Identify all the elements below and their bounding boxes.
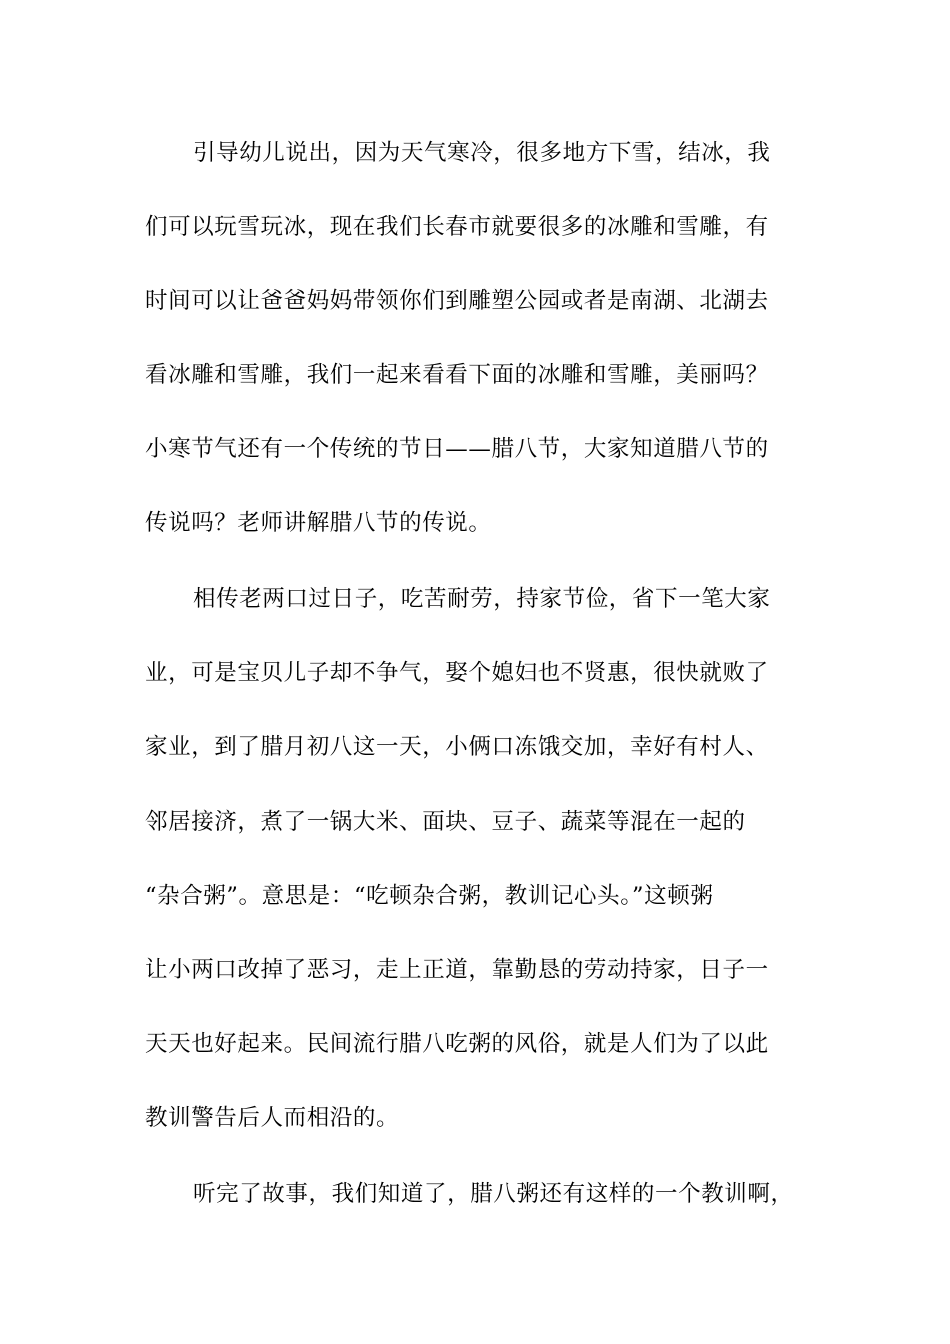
- text-line-9: 家业，到了腊月初八这一天，小俩口冻饿交加，幸好有村人、: [145, 734, 769, 760]
- text-line-2: 们可以玩雪玩冰，现在我们长春市就要很多的冰雕和雪雕，有: [145, 214, 769, 240]
- text-line-12: 让小两口改掉了恶习，走上正道，靠勤恳的劳动持家，日子一: [145, 957, 769, 983]
- text-line-4: 看冰雕和雪雕，我们一起来看看下面的冰雕和雪雕，美丽吗？: [145, 362, 769, 388]
- text-line-1: 引导幼儿说出，因为天气寒冷，很多地方下雪，结冰，我: [193, 140, 771, 166]
- text-line-7: 相传老两口过日子，吃苦耐劳，持家节俭，省下一笔大家: [193, 586, 771, 612]
- text-line-14: 教训警告后人而相沿的。: [145, 1105, 400, 1131]
- text-line-6: 传说吗？老师讲解腊八节的传说。: [145, 510, 492, 536]
- text-line-10: 邻居接济，煮了一锅大米、面块、豆子、蔬菜等混在一起的: [145, 809, 746, 835]
- text-line-15: 听完了故事，我们知道了，腊八粥还有这样的一个教训啊，: [193, 1181, 794, 1207]
- text-line-3: 时间可以让爸爸妈妈带领你们到雕塑公园或者是南湖、北湖去: [145, 288, 769, 314]
- text-line-13: 天天也好起来。民间流行腊八吃粥的风俗，就是人们为了以此: [145, 1031, 769, 1057]
- text-line-5: 小寒节气还有一个传统的节日——腊八节，大家知道腊八节的: [145, 436, 769, 462]
- text-line-11: “杂合粥”。意思是：“吃顿杂合粥，教训记心头。”这顿粥: [145, 883, 714, 909]
- text-line-8: 业，可是宝贝儿子却不争气，娶个媳妇也不贤惠，很快就败了: [145, 660, 769, 686]
